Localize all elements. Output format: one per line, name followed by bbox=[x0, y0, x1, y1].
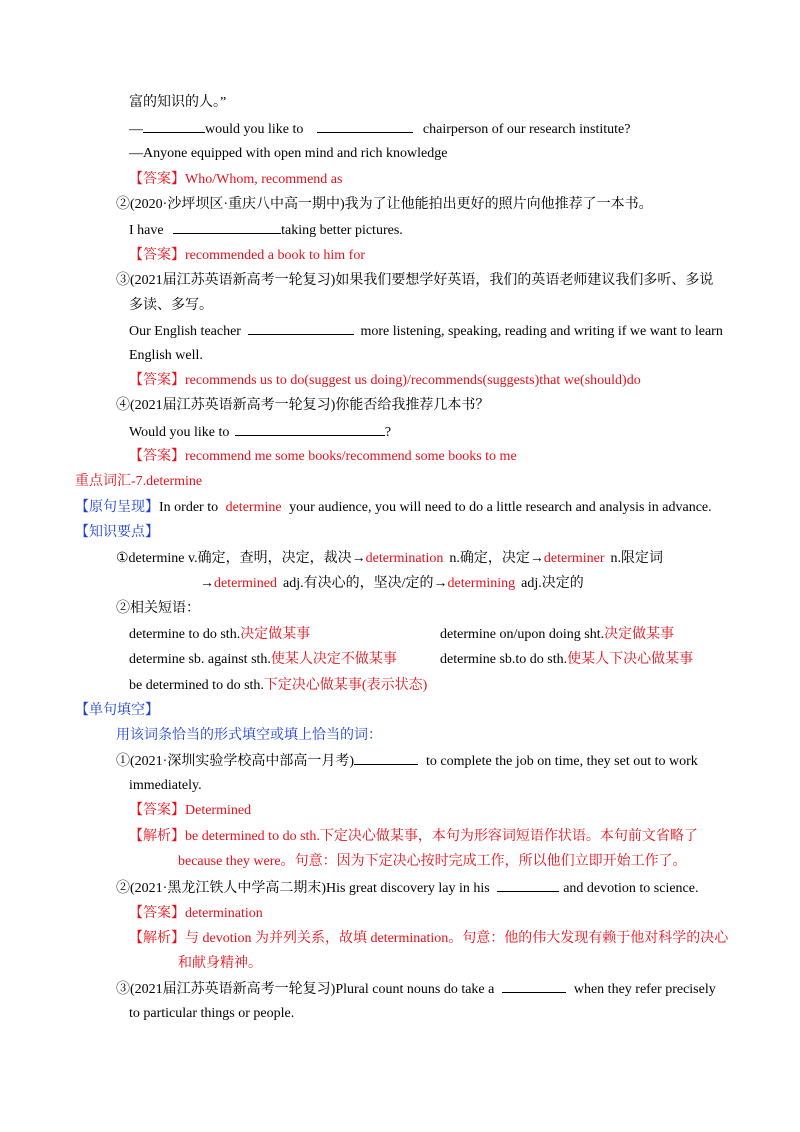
phrase-3 bbox=[129, 651, 397, 669]
answer-tag: 【答案】 bbox=[129, 248, 185, 263]
q4-line bbox=[129, 423, 391, 442]
original-sentence bbox=[75, 499, 712, 517]
q2-text: I have bbox=[129, 223, 164, 238]
phrase-5 bbox=[129, 677, 427, 695]
original-text: In order to bbox=[159, 500, 219, 515]
phrase-cn: 决定做某事 bbox=[240, 627, 311, 642]
analysis-text: 与 devotion 为并列关系，故填 determination。句意：他的伟大发现有赖于他对科学的决心 bbox=[185, 931, 729, 946]
phrase-cn: 下定决心做某事(表示状态) bbox=[263, 678, 428, 693]
f3-text: when they refer precisely bbox=[573, 982, 716, 997]
answer-tag: 【答案】 bbox=[129, 906, 185, 921]
answer-text: Determined bbox=[185, 803, 252, 818]
q3-prompt: ③(2021届江苏英语新高考一轮复习)如果我们要想学好英语，我们的英语老师建议我们多听、多说 bbox=[116, 273, 714, 288]
f1-text: to complete the job on time, they set out to work bbox=[426, 754, 698, 769]
k-word: determining bbox=[447, 576, 516, 591]
q1-text: would you like to bbox=[205, 122, 304, 137]
k-text: → bbox=[200, 576, 214, 591]
answer-tag: 【答案】 bbox=[129, 373, 185, 388]
section-title: 重点词汇-7.determine bbox=[75, 474, 203, 489]
blank bbox=[354, 752, 418, 765]
k-text: n.确定，决定→ bbox=[449, 551, 544, 566]
analysis-tag: 【解析】 bbox=[129, 829, 185, 844]
answer-text: determination bbox=[185, 906, 263, 921]
q3-line-cont: English well. bbox=[129, 348, 203, 363]
q1-text: chairperson of our research institute? bbox=[422, 122, 631, 137]
f1-text: ①(2021·深圳实验学校高中部高一月考) bbox=[116, 754, 354, 769]
f3-prompt bbox=[116, 980, 716, 999]
answer-text: recommended a book to him for bbox=[185, 248, 366, 263]
f2-text: and devotion to science. bbox=[563, 881, 699, 896]
q2-prompt: ②(2020·沙坪坝区·重庆八中高一期中)我为了让他能拍出更好的照片向他推荐了一本书。 bbox=[116, 197, 653, 212]
answer-text: recommends us to do(suggest us doing)/recommends(suggests)that we(should)do bbox=[185, 373, 641, 388]
analysis-tag: 【解析】 bbox=[129, 931, 185, 946]
fill-tag: 【单句填空】 bbox=[75, 703, 159, 718]
answer-tag: 【答案】 bbox=[129, 449, 185, 464]
phrase-en: determine to do sth. bbox=[129, 627, 241, 642]
answer-tag: 【答案】 bbox=[129, 803, 185, 818]
highlight-word: determine bbox=[225, 500, 282, 515]
k-word: determination bbox=[365, 551, 444, 566]
phrase-cn: 使某人下决心做某事 bbox=[567, 652, 694, 667]
answer-text: recommend me some books/recommend some books to me bbox=[185, 449, 517, 464]
blank bbox=[502, 980, 566, 993]
k-text: n.限定词 bbox=[610, 551, 664, 566]
q3-answer bbox=[129, 372, 641, 390]
phrase-4 bbox=[440, 651, 693, 669]
phrase-en: determine sb.to do sth. bbox=[440, 652, 568, 667]
q3-text: Our English teacher bbox=[129, 324, 241, 339]
k-word: determiner bbox=[543, 551, 605, 566]
q2-line bbox=[129, 221, 403, 240]
phrase-en: determine sb. against sth. bbox=[129, 652, 271, 667]
q1-tail: 富的知识的人。” bbox=[129, 95, 227, 110]
phrase-en: determine on/upon doing sht. bbox=[440, 627, 605, 642]
q1-answer bbox=[129, 171, 342, 189]
blank bbox=[143, 120, 205, 133]
q1-response: —Anyone equipped with open mind and rich knowledge bbox=[129, 146, 448, 161]
q3-prompt-cont: 多读、多写。 bbox=[129, 298, 213, 313]
f1-prompt-cont: immediately. bbox=[129, 778, 202, 793]
k-text: adj.决定的 bbox=[521, 576, 584, 591]
phrase-en: be determined to do sth. bbox=[129, 678, 264, 693]
blank bbox=[317, 120, 413, 133]
q2-text: taking better pictures. bbox=[281, 223, 403, 238]
knowledge-line-2 bbox=[200, 575, 584, 593]
f1-answer bbox=[129, 802, 251, 820]
f2-prompt bbox=[116, 879, 698, 898]
q4-prompt: ④(2021届江苏英语新高考一轮复习)你能否给我推荐几本书？ bbox=[116, 398, 490, 413]
f1-analysis-cont: because they were。句意：因为下定决心按时完成工作，所以他们立即开始工作了。 bbox=[178, 854, 687, 869]
q3-line bbox=[129, 322, 723, 341]
blank bbox=[248, 322, 354, 335]
dash: — bbox=[129, 122, 143, 137]
phrases-title: ②相关短语： bbox=[116, 601, 200, 616]
answer-tag: 【答案】 bbox=[129, 172, 185, 187]
fill-instruction: 用该词条恰当的形式填空或填上恰当的词： bbox=[116, 728, 382, 743]
knowledge-line-1 bbox=[116, 550, 663, 568]
f3-prompt-cont: to particular things or people. bbox=[129, 1006, 295, 1021]
original-text: your audience, you will need to do a little research and analysis in advance. bbox=[289, 500, 712, 515]
analysis-text: be determined to do sth.下定决心做某事，本句为形容词短语作状语。本句前文省略了 bbox=[185, 829, 698, 844]
blank bbox=[235, 423, 385, 436]
q2-answer bbox=[129, 247, 365, 265]
phrase-2 bbox=[440, 626, 674, 644]
blank bbox=[497, 879, 559, 892]
f3-text: ③(2021届江苏英语新高考一轮复习)Plural count nouns do take a bbox=[116, 982, 495, 997]
k-text: adj.有决心的，坚决/定的→ bbox=[282, 576, 448, 591]
original-tag: 【原句呈现】 bbox=[75, 500, 159, 515]
f2-answer bbox=[129, 905, 263, 923]
q4-text: Would you like to bbox=[129, 425, 230, 440]
q4-text: ? bbox=[384, 425, 392, 440]
phrase-1 bbox=[129, 626, 310, 644]
f2-text: ②(2021·黑龙江铁人中学高二期末)His great discovery lay in his bbox=[116, 881, 490, 896]
q4-answer bbox=[129, 448, 517, 466]
phrase-cn: 使某人决定不做某事 bbox=[270, 652, 397, 667]
k-text: ①determine v.确定，查明，决定，裁决→ bbox=[116, 551, 366, 566]
f2-analysis bbox=[129, 930, 728, 948]
phrase-cn: 决定做某事 bbox=[604, 627, 675, 642]
q1-dialog-line bbox=[129, 120, 630, 139]
f2-analysis-cont: 和献身精神。 bbox=[178, 956, 262, 971]
f1-analysis bbox=[129, 828, 698, 846]
q3-text: more listening, speaking, reading and writing if we want to learn bbox=[360, 324, 723, 339]
blank bbox=[173, 221, 281, 234]
knowledge-tag: 【知识要点】 bbox=[75, 525, 159, 540]
answer-text: Who/Whom, recommend as bbox=[185, 172, 343, 187]
k-word: determined bbox=[214, 576, 277, 591]
f1-prompt bbox=[116, 752, 698, 771]
